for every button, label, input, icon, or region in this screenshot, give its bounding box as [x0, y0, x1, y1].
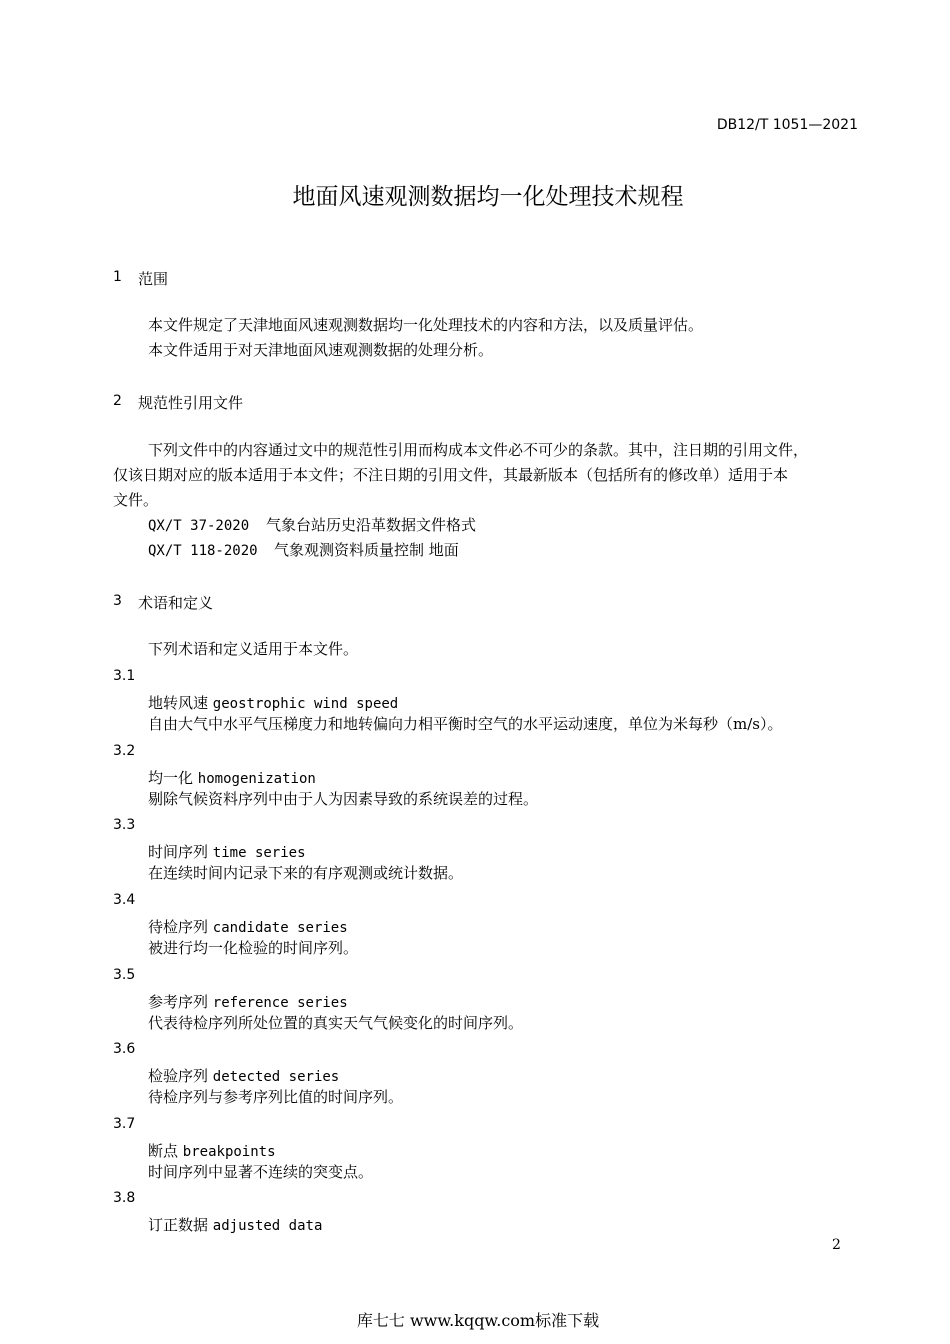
reference-code: QX/T 118-2020	[148, 543, 258, 559]
term-en: time series	[212, 845, 306, 861]
term-definition: 时间序列中显著不连续的突变点。	[148, 1163, 374, 1181]
section-heading: 术语和定义	[138, 594, 214, 612]
paragraph-line: 仅该日期对应的版本适用于本文件；不注日期的引用文件，其最新版本（包括所有的修改单）适用于本	[113, 466, 789, 484]
term-zh: 待检序列	[148, 918, 209, 936]
term-title	[148, 767, 316, 788]
paragraph: 本文件规定了天津地面风速观测数据均一化处理技术的内容和方法，以及质量评估。	[148, 316, 704, 334]
term-title	[148, 1214, 322, 1235]
term-definition: 待检序列与参考序列比值的时间序列。	[148, 1088, 404, 1106]
term-number: 3.2	[113, 743, 136, 759]
document-title: 地面风速观测数据均一化处理技术规程	[292, 184, 684, 210]
document-code: DB12/T 1051—2021	[716, 117, 858, 133]
term-definition: 剔除气候资料序列中由于人为因素导致的系统误差的过程。	[148, 790, 539, 808]
page-number: 2	[832, 1237, 841, 1253]
reference-title: 气象观测资料质量控制 地面	[274, 541, 459, 559]
term-en: detected series	[212, 1069, 340, 1085]
term-definition: 在连续时间内记录下来的有序观测或统计数据。	[148, 864, 464, 882]
term-definition: 自由大气中水平气压梯度力和地转偏向力相平衡时空气的水平运动速度，单位为米每秒（m/s）。	[148, 715, 783, 733]
reference-code: QX/T 37-2020	[148, 518, 250, 534]
term-title	[148, 692, 398, 713]
term-en: homogenization	[197, 771, 316, 787]
section-number: 3	[113, 593, 122, 609]
normative-reference	[148, 543, 459, 558]
term-zh: 断点	[148, 1142, 179, 1160]
term-zh: 订正数据	[148, 1216, 209, 1234]
paragraph-line: 下列文件中的内容通过文中的规范性引用而构成本文件必不可少的条款。其中，注日期的引用文件，	[148, 441, 809, 459]
term-zh: 参考序列	[148, 993, 209, 1011]
term-number: 3.6	[113, 1041, 136, 1057]
section-number: 2	[113, 393, 122, 409]
term-number: 3.7	[113, 1116, 136, 1132]
term-number: 3.1	[113, 668, 136, 684]
term-zh: 地转风速	[148, 694, 209, 712]
term-zh: 检验序列	[148, 1067, 209, 1085]
term-en: adjusted data	[212, 1218, 323, 1234]
term-zh: 时间序列	[148, 843, 209, 861]
term-en: reference series	[212, 995, 348, 1011]
footer-watermark: 库七七 www.kqqw.com标准下载	[356, 1311, 600, 1330]
term-number: 3.3	[113, 817, 136, 833]
term-en: geostrophic wind speed	[212, 696, 399, 712]
term-title	[148, 1140, 276, 1161]
paragraph: 本文件适用于对天津地面风速观测数据的处理分析。	[148, 341, 494, 359]
term-definition: 被进行均一化检验的时间序列。	[148, 939, 359, 957]
paragraph: 下列术语和定义适用于本文件。	[148, 640, 359, 658]
term-title	[148, 1065, 339, 1086]
paragraph-line: 文件。	[113, 491, 159, 509]
term-title	[148, 841, 306, 862]
section-heading: 规范性引用文件	[138, 394, 244, 412]
term-number: 3.4	[113, 892, 136, 908]
term-number: 3.8	[113, 1190, 136, 1206]
section-number: 1	[113, 269, 122, 285]
normative-reference	[148, 518, 476, 533]
reference-title: 气象台站历史沿革数据文件格式	[266, 516, 477, 534]
term-en: breakpoints	[182, 1144, 276, 1160]
term-definition: 代表待检序列所处位置的真实天气气候变化的时间序列。	[148, 1014, 524, 1032]
term-en: candidate series	[212, 920, 348, 936]
term-zh: 均一化	[148, 769, 194, 787]
term-title	[148, 991, 348, 1012]
term-number: 3.5	[113, 967, 136, 983]
section-heading: 范围	[138, 270, 169, 288]
term-title	[148, 916, 348, 937]
